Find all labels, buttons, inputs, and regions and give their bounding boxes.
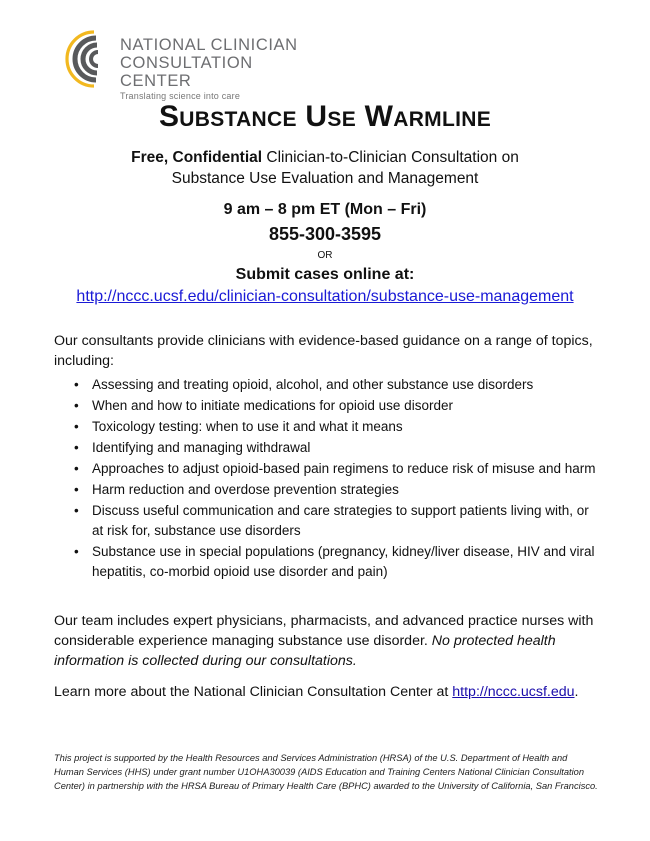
bullet-icon: •: [74, 419, 79, 434]
submit-label: Submit cases online at:: [235, 266, 415, 283]
nccc-home-link[interactable]: http://nccc.ucsf.edu: [452, 684, 575, 700]
subtitle-rest: Clinician-to-Clinician Consultation on: [262, 149, 519, 166]
subtitle-line-2: Substance Use Evaluation and Management: [171, 170, 479, 187]
bullet-icon: •: [74, 461, 79, 476]
submit-url-link[interactable]: http://nccc.ucsf.edu/clinician-consultation/substance-use-management: [76, 288, 574, 305]
phone-number: 855-300-3595: [268, 224, 382, 244]
list-item: • Assessing and treating opioid, alcohol, and other substance use disorders: [54, 375, 602, 395]
subtitle-bold: Free, Confidential: [131, 149, 263, 166]
topics-list: [54, 375, 602, 583]
privacy-note: No protected health information is collected during our consultations.: [54, 633, 556, 669]
list-item: • Discuss useful communication and care strategies to support patients living with, or at risk for, substance use disorders: [74, 503, 589, 538]
list-item: • When and how to initiate medications for opioid use disorder: [54, 396, 602, 416]
list-item: • Substance use in special populations (pregnancy, kidney/liver disease, HIV and viral hepatitis, co-morbid opioid use disorder and pain): [74, 544, 595, 579]
subtitle: [0, 147, 650, 189]
learn-more-end: .: [574, 684, 579, 700]
bullet-icon: •: [74, 544, 79, 559]
nccc-logo: [54, 26, 314, 101]
logo-line-2: CONSULTATION CENTER: [120, 54, 253, 90]
bullet-icon: •: [74, 440, 79, 455]
bullet-icon: •: [74, 503, 79, 518]
funding-footnote: This project is supported by the Health Resources and Services Administration (HRSA) of the U.S. Department of Health and Human Services (HHS) under grant number U1OHA30039 (AIDS Education and Training Centers National Clinician Consultation Center) in partnership with the HRSA Bureau of Primary Health Care (BPHC) awarded to the University of California, San Francisco.: [54, 753, 598, 791]
bullet-icon: •: [74, 482, 79, 497]
team-paragraph: [54, 611, 599, 671]
list-item: • Identifying and managing withdrawal: [54, 438, 602, 458]
learn-more-text: Learn more about the National Clinician Consultation Center at: [54, 684, 453, 700]
page-title: Substance Use Warmline: [158, 100, 492, 133]
nccc-logo-icon: [54, 26, 118, 92]
list-item: • Approaches to adjust opioid-based pain regimens to reduce risk of misuse and harm: [54, 459, 602, 479]
list-item: • Toxicology testing: when to use it and what it means: [54, 417, 602, 437]
team-text: Our team includes expert physicians, pharmacists, and advanced practice nurses with considerable experience managing substance use disorder.: [54, 613, 594, 649]
or-separator: OR: [317, 250, 333, 261]
learn-more-paragraph: [54, 682, 599, 702]
hours: 9 am – 8 pm ET (Mon – Fri): [223, 201, 427, 218]
bullet-icon: •: [74, 398, 79, 413]
logo-line-1: NATIONAL CLINICIAN: [120, 36, 298, 54]
bullet-icon: •: [74, 377, 79, 392]
intro-paragraph: Our consultants provide clinicians with evidence-based guidance on a range of topics, including:: [54, 333, 593, 369]
list-item: • Harm reduction and overdose prevention strategies: [54, 480, 602, 500]
logo-tagline: Translating science into care: [120, 91, 241, 101]
